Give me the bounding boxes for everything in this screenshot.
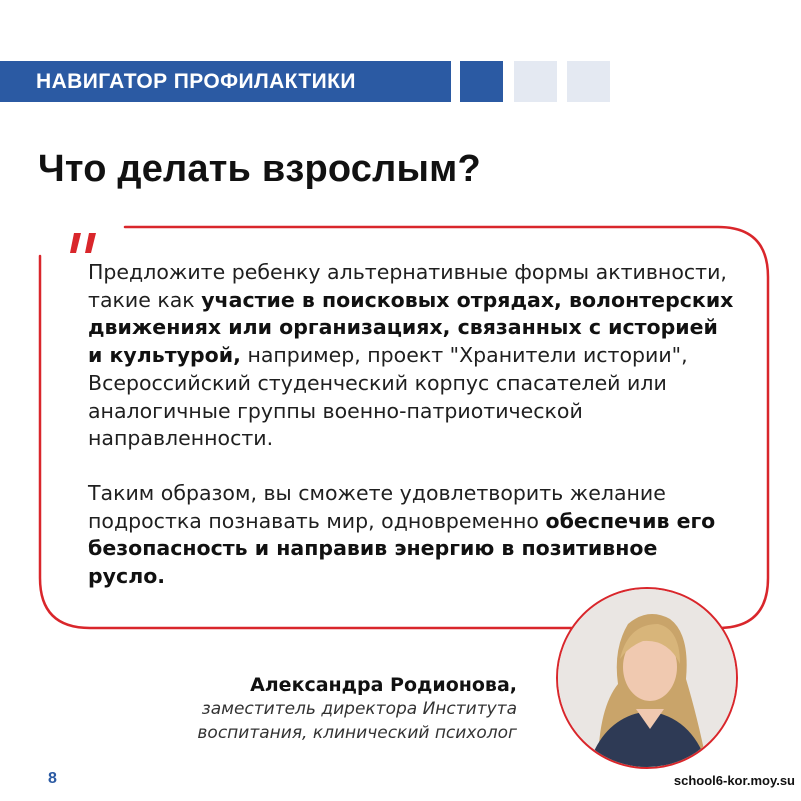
decor-square-light-2: [567, 61, 610, 102]
author-role-line-1: заместитель директора Института: [201, 699, 517, 719]
header-banner: [0, 61, 451, 102]
quote-text: [88, 259, 738, 591]
author-name: Александра Родионова,: [250, 674, 517, 696]
author-block: [197, 673, 517, 745]
author-role-line-2: воспитания, клинический психолог: [197, 723, 517, 743]
page-number: 8: [48, 770, 57, 787]
decor-square-blue: [460, 61, 503, 102]
quote-mark-icon: [70, 208, 100, 264]
site-watermark: school6-kor.moy.su: [673, 773, 795, 788]
decor-square-light-1: [514, 61, 557, 102]
page-title: Что делать взрослым?: [38, 148, 481, 190]
banner-text: НАВИГАТОР ПРОФИЛАКТИКИ: [36, 69, 356, 93]
quote-paragraph-2: Таким образом, вы сможете удовлетворить желание подростка познавать мир, одновременно обеспечив его безопасность и направив энергию в позитивное русло.: [88, 480, 716, 589]
author-photo: [556, 587, 738, 769]
quote-paragraph-1: Предложите ребенку альтернативные формы активности, такие как участие в поисковых отрядах, волонтерских движениях или организациях, связанных с историей и культурой, например, проект "Хранители истории", Всероссийский студенческий корпус спасателей или аналогичные группы военно-патриотической направленности.: [88, 260, 734, 451]
